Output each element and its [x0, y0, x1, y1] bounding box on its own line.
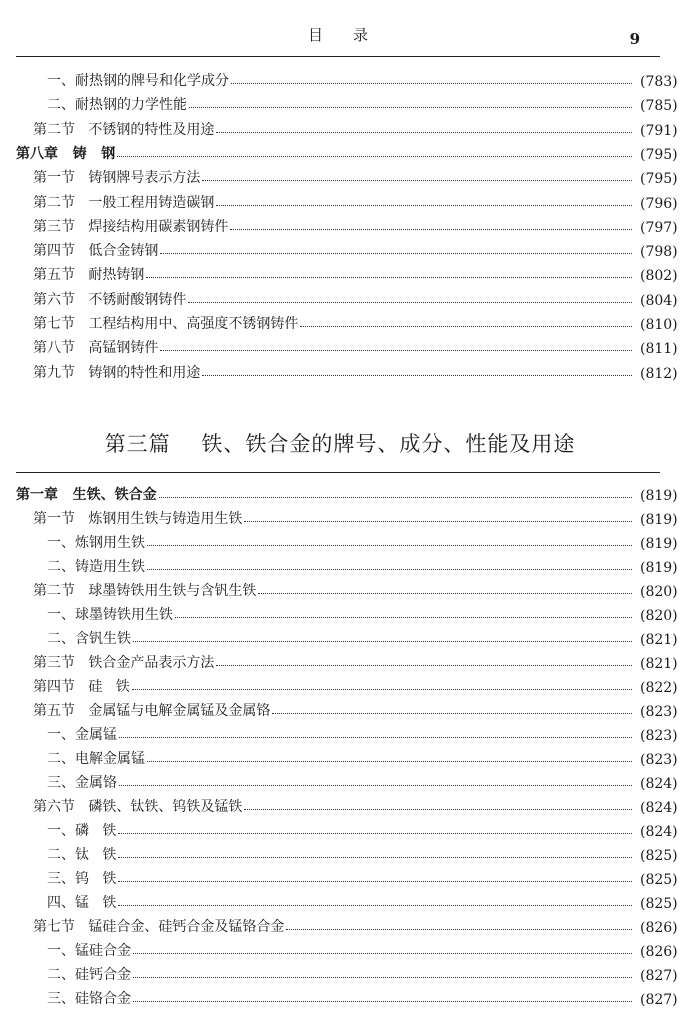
- toc-entry-page: (798): [640, 244, 678, 261]
- dot-leader: [175, 617, 632, 618]
- toc-entry-page: (819): [640, 536, 678, 552]
- toc-section-row[interactable]: [0, 212, 680, 236]
- dot-leader: [188, 302, 632, 303]
- toc-entry-page: (796): [640, 195, 678, 212]
- dot-leader: [160, 253, 632, 254]
- toc-entry-page: (825): [640, 896, 678, 912]
- dot-leader: [133, 977, 632, 978]
- toc-section-row[interactable]: [0, 504, 680, 528]
- dot-leader: [272, 713, 632, 714]
- dot-leader: [159, 497, 632, 498]
- toc-entry-page: (820): [640, 608, 678, 624]
- toc-section-row[interactable]: [0, 309, 680, 333]
- dot-leader: [132, 689, 632, 690]
- toc-chapter-row[interactable]: [0, 139, 680, 163]
- toc-subsection-row[interactable]: [0, 744, 680, 768]
- toc-entry-label: 第四节 低合金铸钢: [33, 243, 159, 260]
- toc-entry-page: (826): [640, 944, 678, 960]
- toc-entry-page: (795): [640, 146, 678, 163]
- toc-entry-page: (802): [640, 268, 678, 285]
- toc-entry-label: 二、钛 铁: [47, 847, 117, 863]
- toc-entry-page: (821): [640, 656, 678, 672]
- toc-entry-page: (824): [640, 800, 678, 816]
- dot-leader: [258, 593, 632, 594]
- toc-subsection-row[interactable]: [0, 720, 680, 744]
- toc-entry-label: 二、含钒生铁: [47, 631, 131, 647]
- toc-subsection-row[interactable]: [0, 66, 680, 90]
- toc-entry-label: 第七节 工程结构用中、高强度不锈钢铸件: [33, 316, 299, 332]
- toc-entry-page: (820): [640, 584, 678, 600]
- dot-leader: [202, 375, 632, 376]
- toc-subsection-row[interactable]: [0, 960, 680, 984]
- toc-section-row[interactable]: [0, 792, 680, 816]
- toc-section-row[interactable]: [0, 285, 680, 309]
- toc-entry-page: (827): [640, 968, 678, 984]
- toc-subsection-row[interactable]: [0, 840, 680, 864]
- toc-entry-label: 第二节 不锈钢的特性及用途: [33, 121, 215, 138]
- toc-entry-label: 第三节 铁合金产品表示方法: [33, 655, 215, 671]
- toc-entry-page: (791): [640, 122, 678, 139]
- dot-leader: [146, 277, 632, 278]
- toc-entry-page: (812): [640, 365, 678, 382]
- toc-entry-label: 第五节 耐热铸钢: [33, 267, 145, 284]
- toc-entry-label: 一、炼钢用生铁: [47, 535, 145, 551]
- toc-section-row[interactable]: [0, 236, 680, 260]
- dot-leader: [286, 929, 632, 930]
- toc-subsection-row[interactable]: [0, 936, 680, 960]
- toc-entry-page: (825): [640, 872, 678, 888]
- toc-entry-label: 二、耐热钢的力学性能: [47, 97, 187, 114]
- dot-leader: [133, 1001, 632, 1002]
- toc-entry-label: 三、钨 铁: [47, 871, 117, 887]
- toc-entry-page: (823): [640, 704, 678, 720]
- toc-section-row[interactable]: [0, 188, 680, 212]
- toc-entry-label: 第八章 铸 钢: [16, 145, 116, 162]
- toc-entry-label: 第一章 生铁、铁合金: [16, 487, 157, 503]
- toc-entry-label: 第八节 高锰钢铸件: [33, 340, 159, 357]
- dot-leader: [117, 156, 632, 157]
- toc-entry-page: (795): [640, 171, 678, 188]
- dot-leader: [119, 737, 632, 738]
- toc-section-row[interactable]: [0, 696, 680, 720]
- dot-leader: [118, 881, 632, 882]
- toc-entry-page: (810): [640, 317, 678, 333]
- dot-leader: [216, 132, 632, 133]
- toc-entry-label: 第五节 金属锰与电解金属锰及金属铬: [33, 703, 271, 719]
- toc-entry-page: (797): [640, 219, 678, 236]
- dot-leader: [147, 545, 632, 546]
- divider: [16, 472, 660, 473]
- toc-entry-page: (824): [640, 776, 678, 792]
- dot-leader: [216, 665, 632, 666]
- dot-leader: [147, 569, 632, 570]
- toc-section-row[interactable]: [0, 333, 680, 357]
- toc-entry-label: 一、耐热钢的牌号和化学成分: [47, 73, 229, 89]
- toc-entry-page: (811): [640, 341, 678, 358]
- toc-subsection-row[interactable]: [0, 90, 680, 114]
- dot-leader: [202, 180, 632, 181]
- toc-subsection-row[interactable]: [0, 528, 680, 552]
- toc-entry-label: 第二节 一般工程用铸造碳钢: [33, 194, 215, 211]
- toc-section-row[interactable]: [0, 115, 680, 139]
- toc-entry-label: 一、球墨铸铁用生铁: [47, 607, 173, 623]
- toc-subsection-row[interactable]: [0, 624, 680, 648]
- toc-entry-page: (804): [640, 292, 678, 309]
- toc-entry-page: (823): [640, 752, 678, 768]
- toc-chapter-row[interactable]: [0, 480, 680, 504]
- header-title: 目录: [307, 26, 398, 44]
- toc-entry-page: (785): [640, 98, 678, 115]
- dot-leader: [231, 83, 632, 84]
- toc-entry-page: (819): [640, 512, 678, 528]
- toc-entry-label: 四、锰 铁: [47, 895, 117, 911]
- toc-entry-label: 第六节 磷铁、钛铁、钨铁及锰铁: [33, 799, 243, 815]
- toc-entry-page: (824): [640, 824, 678, 840]
- toc-section-row[interactable]: [0, 260, 680, 284]
- dot-leader: [230, 229, 632, 230]
- toc-section-row[interactable]: [0, 358, 680, 382]
- dot-leader: [160, 350, 632, 351]
- toc-entry-label: 第一节 炼钢用生铁与铸造用生铁: [33, 511, 243, 527]
- toc-entry-page: (819): [640, 488, 678, 504]
- toc-section-row[interactable]: [0, 576, 680, 600]
- page-header: [16, 22, 660, 57]
- toc-entry-label: 第九节 铸钢的特性和用途: [33, 364, 201, 381]
- toc-entry-page: (825): [640, 848, 678, 864]
- toc-entry-label: 第七节 锰硅合金、硅钙合金及锰铬合金: [33, 919, 285, 935]
- toc-entry-label: 二、铸造用生铁: [47, 559, 145, 575]
- toc-entry-page: (827): [640, 992, 678, 1008]
- toc-entry-label: 第三节 焊接结构用碳素钢铸件: [33, 218, 229, 235]
- dot-leader: [118, 905, 632, 906]
- toc-section-row[interactable]: [0, 163, 680, 187]
- toc-entry-page: (822): [640, 680, 678, 696]
- dot-leader: [216, 205, 632, 206]
- toc-section-row[interactable]: [0, 672, 680, 696]
- toc-section-row[interactable]: [0, 648, 680, 672]
- dot-leader: [244, 809, 632, 810]
- toc-subsection-row[interactable]: [0, 984, 680, 1008]
- dot-leader: [118, 857, 632, 858]
- toc-entry-page: (819): [640, 560, 678, 576]
- toc-entry-label: 三、硅铬合金: [47, 991, 131, 1007]
- toc-section-row[interactable]: [0, 912, 680, 936]
- toc-subsection-row[interactable]: [0, 888, 680, 912]
- dot-leader: [147, 761, 632, 762]
- toc-entry-label: 二、硅钙合金: [47, 967, 131, 983]
- toc-subsection-row[interactable]: [0, 864, 680, 888]
- dot-leader: [118, 833, 632, 834]
- toc-entry-label: 一、锰硅合金: [47, 943, 131, 959]
- toc-entry-label: 二、电解金属锰: [47, 751, 145, 767]
- toc-entry-label: 一、磷 铁: [47, 823, 117, 839]
- part-title: 第三篇 铁、铁合金的牌号、成分、性能及用途: [104, 432, 576, 456]
- toc-entry-label: 第四节 硅 铁: [33, 679, 130, 695]
- toc-entry-label: 一、金属锰: [47, 727, 117, 743]
- toc-entry-page: (821): [640, 632, 678, 648]
- toc-entry-label: 第一节 铸钢牌号表示方法: [33, 170, 201, 187]
- dot-leader: [244, 521, 632, 522]
- toc-subsection-row[interactable]: [0, 552, 680, 576]
- toc-entry-page: (826): [640, 920, 678, 936]
- toc-subsection-row[interactable]: [0, 816, 680, 840]
- dot-leader: [133, 641, 632, 642]
- page-number: 9: [629, 30, 640, 48]
- dot-leader: [119, 785, 632, 786]
- toc-entry-label: 三、金属铬: [47, 775, 117, 791]
- dot-leader: [133, 953, 632, 954]
- toc-subsection-row[interactable]: [0, 768, 680, 792]
- toc-entry-label: 第二节 球墨铸铁用生铁与含钒生铁: [33, 583, 257, 599]
- toc-entry-page: (823): [640, 728, 678, 744]
- toc-entry-label: 第六节 不锈耐酸钢铸件: [33, 291, 187, 308]
- toc-entry-page: (783): [640, 74, 678, 90]
- dot-leader: [300, 326, 632, 327]
- toc-subsection-row[interactable]: [0, 600, 680, 624]
- dot-leader: [189, 107, 632, 108]
